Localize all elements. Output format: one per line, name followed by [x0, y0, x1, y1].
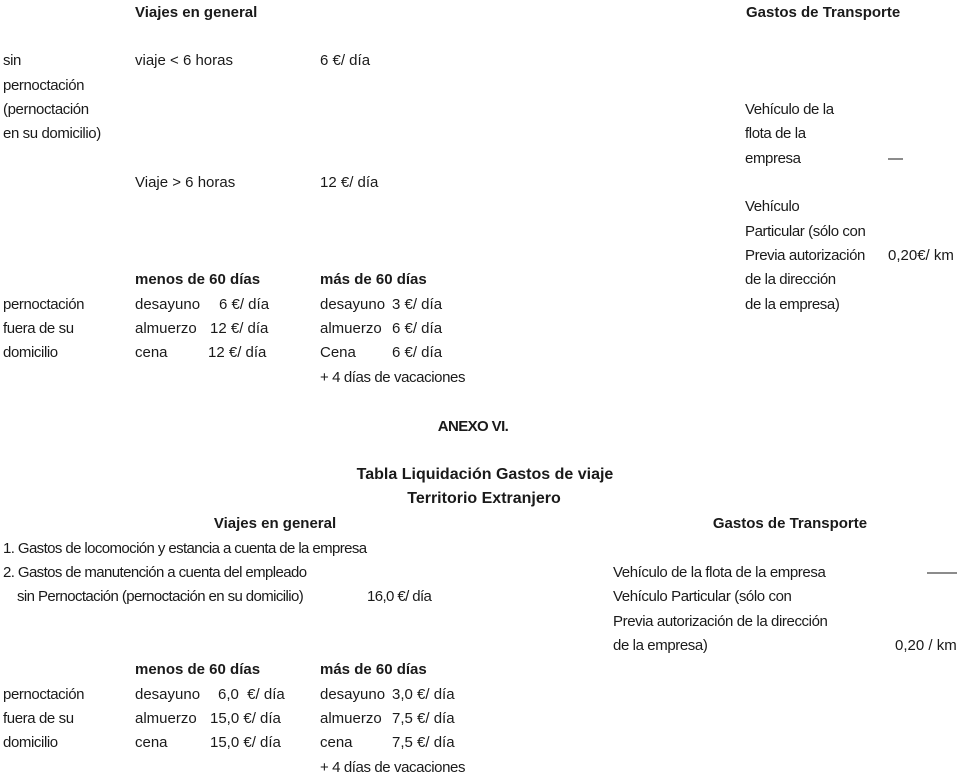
amount: 6 €/ día	[392, 344, 443, 361]
particular-label: Previa autorización de la dirección	[613, 613, 828, 630]
concept: almuerzo	[135, 710, 197, 727]
flota-label: flota de la	[745, 125, 806, 142]
mas-header: más de 60 días	[320, 661, 427, 678]
amount: 15,0 €/ día	[210, 734, 281, 751]
amount: 6 €/ día	[392, 320, 443, 337]
concept: Cena	[320, 344, 356, 361]
amount: 6 €/ día	[320, 52, 371, 69]
sin-pernoctacion-label: pernoctación	[3, 77, 85, 94]
concept: cena	[135, 734, 168, 751]
concept: almuerzo	[320, 320, 382, 337]
transporte-header: Gastos de Transporte	[746, 4, 901, 21]
flota-label: Vehículo de la	[745, 101, 834, 118]
concept: viaje < 6 horas	[135, 52, 233, 69]
amount: 7,5 €/ día	[392, 734, 455, 751]
menos-header: menos de 60 días	[135, 271, 261, 288]
menos-header: menos de 60 días	[135, 661, 261, 678]
territory-title: Territorio Extranjero	[407, 490, 561, 507]
sin-pernoctacion-amount: 16,0 €/ día	[367, 588, 432, 605]
amount: 3,0 €/ día	[392, 686, 455, 703]
particular-amount: 0,20 / km	[895, 637, 957, 654]
concept: desayuno	[135, 296, 201, 313]
amount: 7,5 €/ día	[392, 710, 455, 727]
sin-pernoctacion-label: en su domicilio)	[3, 125, 101, 142]
vacaciones-note: + 4 días de vacaciones	[320, 759, 466, 776]
concept: cena	[135, 344, 168, 361]
particular-label: de la empresa)	[745, 296, 840, 313]
pernoctacion-label: pernoctación	[3, 686, 85, 703]
concept: desayuno	[320, 686, 386, 703]
amount: 6 €/ día	[219, 296, 270, 313]
flota-label: empresa	[745, 150, 801, 167]
amount: 3 €/ día	[392, 296, 443, 313]
concept: almuerzo	[320, 710, 382, 727]
item-manutencion: 2. Gastos de manutención a cuenta del empleado	[3, 564, 307, 581]
particular-label: de la empresa)	[613, 637, 708, 654]
flota-label: Vehículo de la flota de la empresa	[613, 564, 826, 581]
vacaciones-note: + 4 días de vacaciones	[320, 369, 466, 386]
amount: 6,0 €/ día	[218, 686, 285, 703]
particular-amount: 0,20€/ km	[888, 247, 954, 264]
pernoctacion-label: fuera de su	[3, 710, 74, 727]
concept: desayuno	[320, 296, 386, 313]
sin-pernoctacion-label: sin Pernoctación (pernoctación en su domicilio)	[17, 588, 304, 605]
anexo-title: ANEXO VI.	[437, 418, 509, 435]
viajes-header: Viajes en general	[213, 515, 337, 532]
amount: 12 €/ día	[210, 320, 269, 337]
particular-label: de la dirección	[745, 271, 836, 288]
particular-label: Particular (sólo con	[745, 223, 866, 240]
flota-amount: ——	[927, 564, 957, 581]
pernoctacion-label: domicilio	[3, 734, 58, 751]
concept: Viaje > 6 horas	[135, 174, 236, 191]
pernoctacion-label: pernoctación	[3, 296, 85, 313]
particular-label: Vehículo Particular (sólo con	[613, 588, 792, 605]
item-locomocion: 1. Gastos de locomoción y estancia a cuenta de la empresa	[3, 540, 367, 557]
sin-pernoctacion-label: (pernoctación	[3, 101, 89, 118]
amount: 12 €/ día	[208, 344, 267, 361]
viajes-header: Viajes en general	[135, 4, 258, 21]
flota-amount: —	[888, 150, 903, 167]
amount: 12 €/ día	[320, 174, 379, 191]
concept: almuerzo	[135, 320, 197, 337]
amount: 15,0 €/ día	[210, 710, 281, 727]
transporte-header: Gastos de Transporte	[712, 515, 868, 532]
concept: desayuno	[135, 686, 201, 703]
mas-header: más de 60 días	[320, 271, 427, 288]
sin-pernoctacion-label: sin	[3, 52, 21, 69]
particular-label: Vehículo	[745, 198, 800, 215]
pernoctacion-label: fuera de su	[3, 320, 74, 337]
pernoctacion-label: domicilio	[3, 344, 58, 361]
particular-label: Previa autorización	[745, 247, 865, 264]
concept: cena	[320, 734, 353, 751]
table-title: Tabla Liquidación Gastos de viaje	[356, 466, 614, 483]
